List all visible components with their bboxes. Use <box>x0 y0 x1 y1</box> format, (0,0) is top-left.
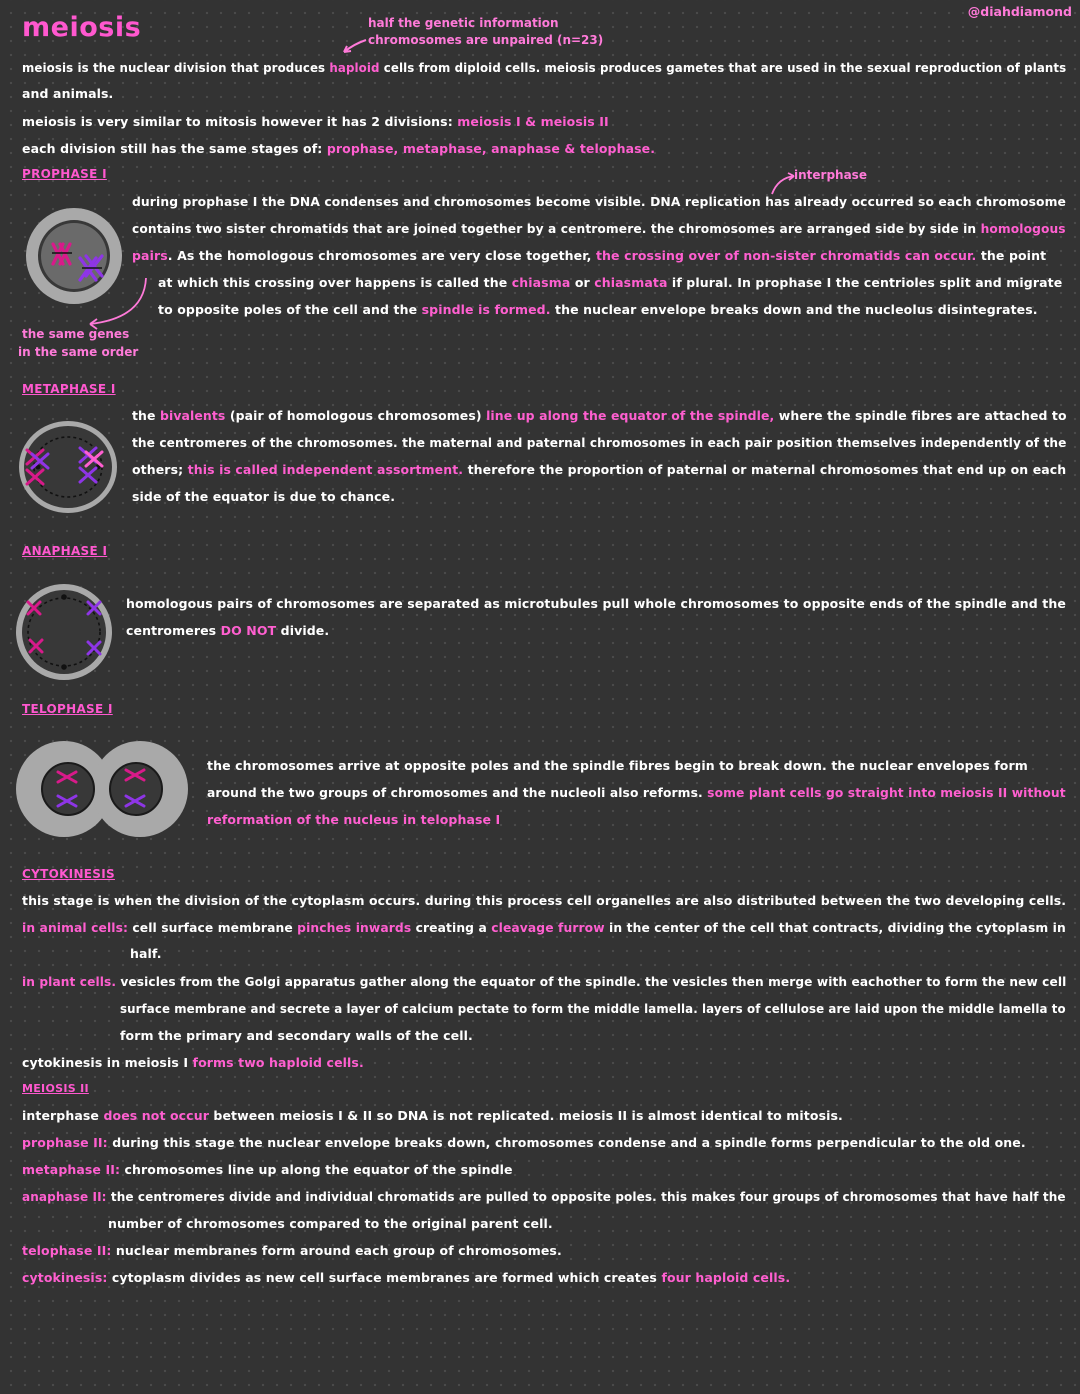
metaphase-1-line-4: side of the equator is due to chance. <box>132 489 396 504</box>
prophase-1-line-2: contains two sister chromatids that are joined together by a centromere. the chromosomes are arranged side by side in homologous <box>132 221 1066 236</box>
prophase-1-cell-diagram <box>24 206 124 306</box>
prophase-1-line-1: during prophase I the DNA condenses and chromosomes become visible. DNA replication has already occurred so each chromosome <box>132 194 1067 209</box>
anaphase-1-heading: ANAPHASE I <box>22 544 108 558</box>
author-handle: @diahdiamond <box>967 4 1072 19</box>
meiosis-2-heading: MEIOSIS II <box>22 1082 89 1095</box>
meiosis-2-line-2: prophase II: during this stage the nuclear envelope breaks down, chromosomes condense and a spindle forms perpendicular to the old one. <box>22 1135 1026 1150</box>
meiosis-2-line-4: anaphase II: the centromeres divide and individual chromatids are pulled to opposite poles. this makes four groups of chromosomes that have half the <box>22 1189 1066 1204</box>
haploid-annotation-top: half the genetic information <box>368 16 559 30</box>
cytokinesis-line-6: form the primary and secondary walls of the cell. <box>120 1028 473 1043</box>
prophase-1-line-4: at which this crossing over happens is called the chiasma or chiasmata if plural. In prophase I the centrioles split and migrate <box>158 275 1063 290</box>
metaphase-1-line-2: the centromeres of the chromosomes. the maternal and paternal chromosomes in each pair position themselves independently of the <box>132 435 1067 450</box>
telophase-1-line-1: the chromosomes arrive at opposite poles and the spindle fibres begin to break down. the nuclear envelopes form <box>207 758 1028 773</box>
telophase-1-heading: TELOPHASE I <box>22 702 113 716</box>
metaphase-1-heading: METAPHASE I <box>22 382 116 396</box>
telophase-1-cell-diagram <box>14 740 190 838</box>
intro-line-2: and animals. <box>22 86 114 101</box>
cytokinesis-line-1: this stage is when the division of the cytoplasm occurs. during this process cell organelles are also distributed between the two developing cells. <box>22 893 1067 908</box>
side-note-same-order: in the same order <box>18 345 139 359</box>
anaphase-1-line-1: homologous pairs of chromosomes are separated as microtubules pull whole chromosomes to opposite ends of the spindle and the <box>126 596 1066 611</box>
meiosis-2-line-3: metaphase II: chromosomes line up along the equator of the spindle <box>22 1162 513 1177</box>
intro-line-1: meiosis is the nuclear division that produces haploid cells from diploid cells. meiosis produces gametes that are used in the sexual reproduction of plants <box>22 60 1067 75</box>
meiosis-2-line-5: number of chromosomes compared to the original parent cell. <box>108 1216 553 1231</box>
side-note-same-genes: the same genes <box>22 327 130 341</box>
metaphase-1-line-1: the bivalents (pair of homologous chromosomes) line up along the equator of the spindle, where the spindle fibres are attached to <box>132 408 1067 423</box>
cytokinesis-line-4: in plant cells. vesicles from the Golgi apparatus gather along the equator of the spindle. the vesicles then merge with eachother to form the new cell <box>22 974 1067 989</box>
cytokinesis-line-2: in animal cells: cell surface membrane pinches inwards creating a cleavage furrow in the center of the cell that contracts, dividing the cytoplasm in <box>22 920 1066 935</box>
anaphase-1-cell-diagram <box>14 582 114 682</box>
intro-line-3: meiosis is very similar to mitosis however it has 2 divisions: meiosis I & meiosis II <box>22 114 609 129</box>
interphase-note: interphase <box>794 168 867 182</box>
cytokinesis-line-7: cytokinesis in meiosis I forms two haploid cells. <box>22 1055 364 1070</box>
page-title: meiosis <box>22 12 142 43</box>
metaphase-1-line-3: others; this is called independent assortment. therefore the proportion of paternal or maternal chromosomes that end up on each <box>132 462 1067 477</box>
prophase-1-line-5: to opposite poles of the cell and the spindle is formed. the nuclear envelope breaks down and the nucleolus disintegrates. <box>158 302 1038 317</box>
meiosis-2-line-6: telophase II: nuclear membranes form around each group of chromosomes. <box>22 1243 562 1258</box>
metaphase-1-cell-diagram <box>18 420 118 515</box>
annotation-arrow-icon <box>340 38 370 58</box>
prophase-1-line-3: pairs. As the homologous chromosomes are very close together, the crossing over of non-sister chromatids can occur. the point <box>132 248 1047 263</box>
prophase-1-heading: PROPHASE I <box>22 167 107 181</box>
cytokinesis-heading: CYTOKINESIS <box>22 867 115 881</box>
telophase-1-line-2: around the two groups of chromosomes and the nucleoli also reforms. some plant cells go straight into meiosis II without <box>207 785 1066 800</box>
meiosis-2-line-7: cytokinesis: cytoplasm divides as new cell surface membranes are formed which creates four haploid cells. <box>22 1270 791 1285</box>
intro-line-4: each division still has the same stages of: prophase, metaphase, anaphase & telophase. <box>22 141 656 156</box>
cytokinesis-line-5: surface membrane and secrete a layer of calcium pectate to form the middle lamella. layers of cellulose are laid upon the middle lamella to <box>120 1001 1066 1016</box>
anaphase-1-line-2: centromeres DO NOT divide. <box>126 623 330 638</box>
meiosis-2-line-1: interphase does not occur between meiosis I & II so DNA is not replicated. meiosis II is almost identical to mitosis. <box>22 1108 843 1123</box>
telophase-1-line-3: reformation of the nucleus in telophase I <box>207 812 501 827</box>
haploid-annotation-bottom: chromosomes are unpaired (n=23) <box>368 33 604 47</box>
cytokinesis-line-3: half. <box>130 946 162 961</box>
